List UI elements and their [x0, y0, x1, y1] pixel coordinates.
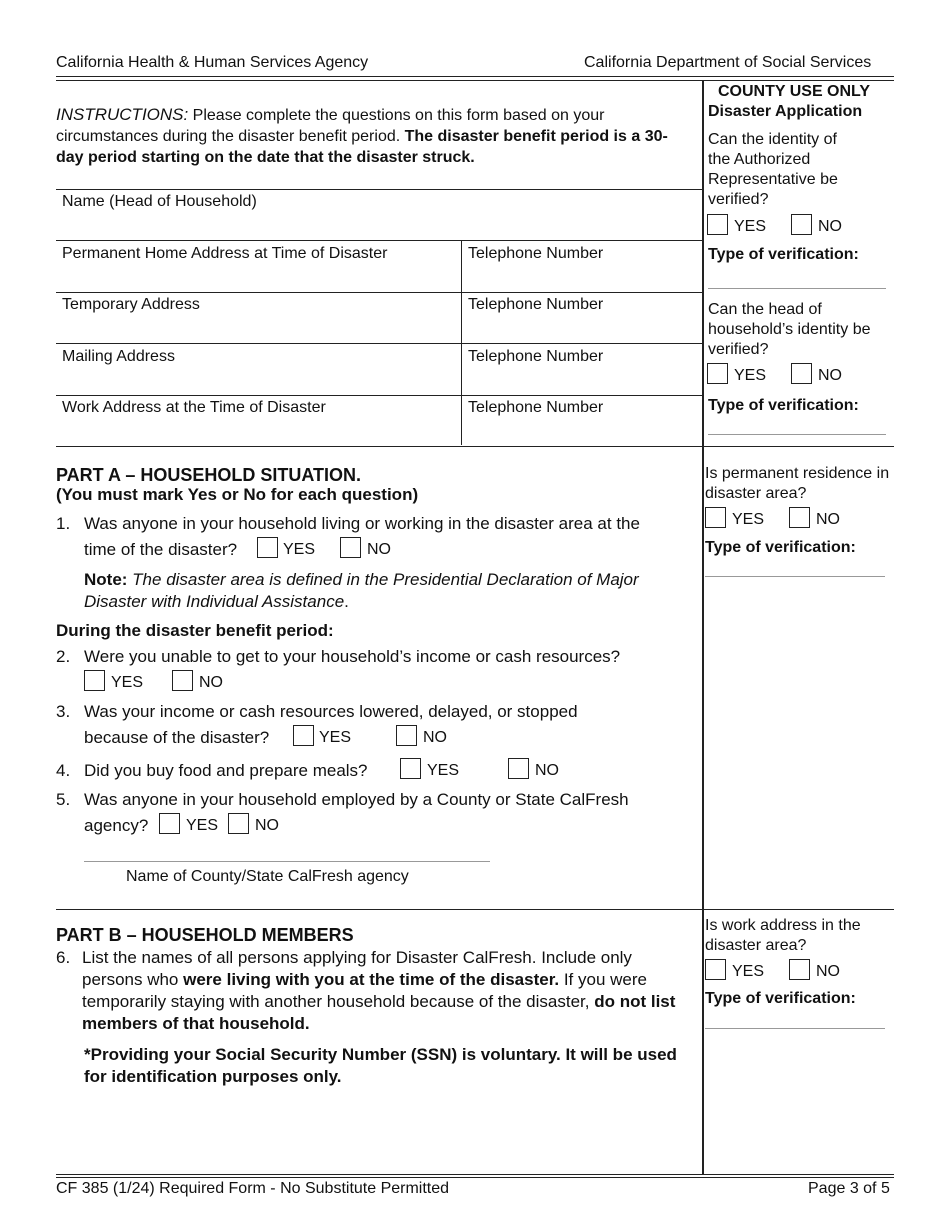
- mailing-phone-label: Telephone Number: [468, 348, 604, 365]
- work-phone-label: Telephone Number: [468, 399, 604, 416]
- q6-number: 6.: [56, 948, 71, 967]
- auth-rep-verification-label: Type of verification:: [708, 246, 859, 263]
- head-no-checkbox[interactable]: [791, 363, 812, 384]
- q5-no-checkbox[interactable]: [228, 813, 249, 834]
- head-yes-checkbox[interactable]: [707, 363, 728, 384]
- county-subtitle: Disaster Application: [708, 103, 863, 120]
- perm-address-label: Permanent Home Address at Time of Disaster: [62, 245, 388, 262]
- q5-no-label: NO: [255, 817, 279, 834]
- work-no-label: NO: [816, 963, 840, 980]
- agency-left: California Health & Human Services Agency: [56, 54, 369, 71]
- q3-line2: because of the disaster?: [84, 728, 270, 747]
- q2-no-label: NO: [199, 674, 223, 691]
- footer-page: Page 3 of 5: [808, 1180, 890, 1197]
- q1-no-checkbox[interactable]: [340, 537, 361, 558]
- q6-text: [82, 947, 688, 1035]
- note-label: Note:: [84, 570, 128, 589]
- q6-part-b: were living with you at the time of the disaster.: [183, 970, 560, 989]
- q5-number: 5.: [56, 790, 71, 809]
- grid-row-2: [56, 292, 702, 293]
- head-no-label: NO: [818, 367, 842, 384]
- grid-phone-divider: [461, 240, 462, 445]
- instructions-text: Please complete the questions on this form based on your circumstances during the disaster benefit period.: [56, 107, 605, 145]
- auth-rep-yes-checkbox[interactable]: [707, 214, 728, 235]
- perm-res-verification-label: Type of verification:: [705, 539, 856, 556]
- q5-yes-label: YES: [186, 817, 219, 834]
- grid-bottom: [56, 446, 894, 447]
- county-q-auth-rep: Can the identity of the Authorized Representative be verified?: [708, 131, 838, 208]
- agency-right: California Department of Social Services: [584, 54, 872, 71]
- header-rule-2: [56, 80, 894, 81]
- q5-line2: agency?: [84, 816, 149, 835]
- q3-line1: Was your income or cash resources lowered, delayed, or stopped: [84, 702, 578, 721]
- instructions-lead: INSTRUCTIONS:: [56, 105, 189, 124]
- grid-row-1: [56, 240, 702, 241]
- perm-res-yes-checkbox[interactable]: [705, 507, 726, 528]
- period-heading: During the disaster benefit period:: [56, 621, 334, 640]
- q3-number: 3.: [56, 702, 71, 721]
- q4-number: 4.: [56, 761, 71, 780]
- q3-yes-checkbox[interactable]: [293, 725, 314, 746]
- header-rule-1: [56, 76, 894, 77]
- q2-number: 2.: [56, 647, 71, 666]
- ssn-note: *Providing your Social Security Number (SSN) is voluntary. It will be used for identification purposes only.: [84, 1045, 677, 1086]
- grid-row-4: [56, 395, 702, 396]
- q2-yes-label: YES: [111, 674, 144, 691]
- work-yes-label: YES: [732, 963, 765, 980]
- note-text: The disaster area is defined in the Presidential Declaration of Major Disaster with Individual Assistance: [84, 570, 639, 611]
- part-b-rule: [56, 909, 894, 910]
- work-yes-checkbox[interactable]: [705, 959, 726, 980]
- footer-rule-1: [56, 1174, 894, 1175]
- q3-yes-label: YES: [319, 729, 352, 746]
- q1-line1: Was anyone in your household living or working in the disaster area at the: [84, 514, 640, 533]
- q1-note: [84, 569, 696, 613]
- q3-no-checkbox[interactable]: [396, 725, 417, 746]
- county-q-perm-res: Is permanent residence in disaster area?: [705, 465, 890, 502]
- q1-number: 1.: [56, 514, 71, 533]
- q2-no-checkbox[interactable]: [172, 670, 193, 691]
- perm-phone-label: Telephone Number: [468, 245, 604, 262]
- head-verification-line[interactable]: [708, 434, 886, 435]
- note-end: .: [344, 592, 349, 611]
- q1-line2: time of the disaster?: [84, 540, 238, 559]
- agency-name-caption: Name of County/State CalFresh agency: [126, 868, 409, 885]
- q6-part-a: List the names of all persons applying for Disaster CalFresh. Include only persons who: [82, 948, 632, 989]
- county-q-work: Is work address in the disaster area?: [705, 917, 861, 954]
- footer-rule-2: [56, 1177, 894, 1178]
- work-no-checkbox[interactable]: [789, 959, 810, 980]
- auth-rep-no-label: NO: [818, 218, 842, 235]
- grid-row-3: [56, 343, 702, 344]
- auth-rep-verification-line[interactable]: [708, 288, 886, 289]
- q6-part-d: do not list members of that household.: [82, 992, 676, 1033]
- instructions: [56, 104, 692, 168]
- temp-phone-label: Telephone Number: [468, 296, 604, 313]
- q1-no-label: NO: [367, 541, 391, 558]
- q4-yes-checkbox[interactable]: [400, 758, 421, 779]
- perm-res-no-checkbox[interactable]: [789, 507, 810, 528]
- county-q-head: Can the head of household’s identity be verified?: [708, 301, 871, 358]
- auth-rep-no-checkbox[interactable]: [791, 214, 812, 235]
- name-field[interactable]: [56, 190, 702, 240]
- q4-text: Did you buy food and prepare meals?: [84, 761, 368, 780]
- auth-rep-yes-label: YES: [734, 218, 767, 235]
- q1-yes-checkbox[interactable]: [257, 537, 278, 558]
- perm-res-no-label: NO: [816, 511, 840, 528]
- perm-res-verification-line[interactable]: [705, 576, 885, 577]
- county-title: COUNTY USE ONLY: [718, 83, 871, 100]
- q5-line1: Was anyone in your household employed by a County or State CalFresh: [84, 790, 629, 809]
- q2-text: Were you unable to get to your household’s income or cash resources?: [84, 647, 621, 666]
- work-verification-line[interactable]: [705, 1028, 885, 1029]
- q4-no-checkbox[interactable]: [508, 758, 529, 779]
- temp-address-label: Temporary Address: [62, 296, 200, 313]
- perm-res-yes-label: YES: [732, 511, 765, 528]
- q1-yes-label: YES: [283, 541, 316, 558]
- q2-yes-checkbox[interactable]: [84, 670, 105, 691]
- q5-yes-checkbox[interactable]: [159, 813, 180, 834]
- q4-no-label: NO: [535, 762, 559, 779]
- head-yes-label: YES: [734, 367, 767, 384]
- name-field-label: Name (Head of Household): [62, 193, 257, 210]
- head-verification-label: Type of verification:: [708, 397, 859, 414]
- part-a-subtitle: (You must mark Yes or No for each question): [56, 485, 419, 504]
- part-a-title: PART A – HOUSEHOLD SITUATION.: [56, 465, 362, 485]
- footer-form-id: CF 385 (1/24) Required Form - No Substitute Permitted: [56, 1180, 450, 1197]
- work-address-label: Work Address at the Time of Disaster: [62, 399, 326, 416]
- q4-yes-label: YES: [427, 762, 460, 779]
- q3-no-label: NO: [423, 729, 447, 746]
- work-verification-label: Type of verification:: [705, 990, 856, 1007]
- part-b-title: PART B – HOUSEHOLD MEMBERS: [56, 925, 354, 945]
- agency-name-line[interactable]: [84, 861, 490, 862]
- instructions-bold: The disaster benefit period is a 30-day period starting on the date that the disaster struck.: [56, 128, 668, 166]
- q6-part-c: If you were temporarily staying with another household because of the disaster,: [82, 970, 647, 1011]
- column-divider: [702, 80, 704, 1174]
- mailing-address-label: Mailing Address: [62, 348, 175, 365]
